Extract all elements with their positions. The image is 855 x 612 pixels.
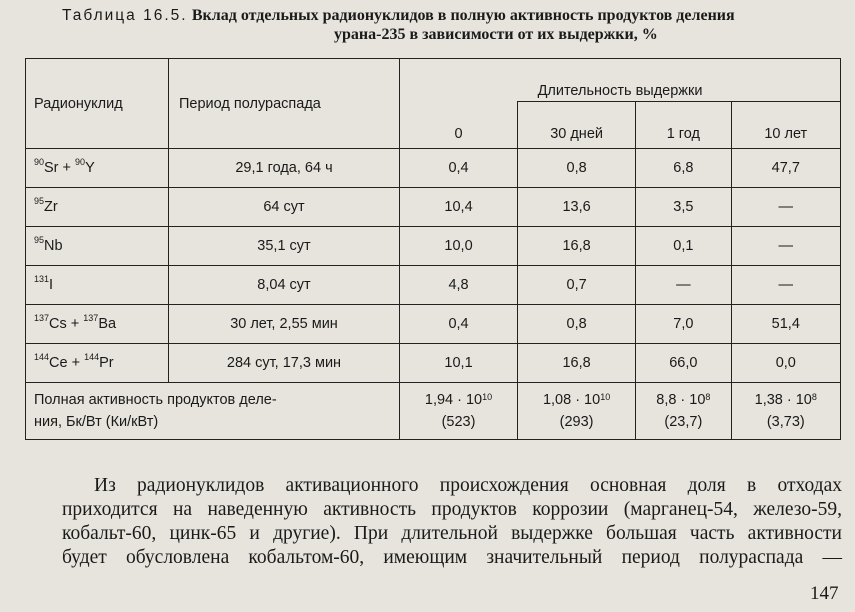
nuclide-cell — [26, 227, 169, 266]
total-value-exponent: 10 — [600, 392, 611, 402]
element-symbol: Ba — [98, 316, 117, 332]
value-cell: 0,1 — [636, 227, 731, 266]
total-value-cell — [518, 383, 636, 440]
mass-number: 137 — [83, 313, 99, 323]
value-cell: — — [731, 188, 840, 227]
total-value-exponent: 8 — [705, 392, 711, 402]
header-duration: Длительность выдержки — [400, 59, 841, 102]
element-symbol: I — [49, 277, 54, 293]
nuclide-cell — [26, 149, 169, 188]
nuclide-cell — [26, 266, 169, 305]
table-row — [26, 188, 841, 227]
header-nuclide: Радионуклид — [26, 59, 169, 149]
total-value-cell — [636, 383, 731, 440]
value-cell: 3,5 — [636, 188, 731, 227]
mass-number: 144 — [34, 352, 50, 362]
mass-number: 95 — [34, 196, 45, 206]
nuclide-plus: + — [58, 160, 76, 176]
nuclide-plus: + — [67, 355, 85, 371]
table-row — [26, 344, 841, 383]
total-value-cell — [400, 383, 518, 440]
table-caption — [62, 6, 842, 44]
value-cell: 0,4 — [400, 149, 518, 188]
element-symbol: Cs — [49, 316, 67, 332]
body-paragraph — [62, 474, 842, 570]
value-cell: 7,0 — [636, 305, 731, 344]
nuclide-cell — [26, 344, 169, 383]
value-cell: — — [731, 227, 840, 266]
total-value-exponent: 10 — [482, 392, 493, 402]
value-cell: 51,4 — [731, 305, 840, 344]
page-number: 147 — [810, 583, 839, 604]
value-cell: 13,6 — [518, 188, 636, 227]
total-value-base: 1,38 · 10 — [754, 392, 812, 408]
value-cell: 0,8 — [518, 305, 636, 344]
header-col-0: 0 — [400, 102, 518, 149]
element-symbol: Zr — [44, 199, 58, 215]
table-title-line1: Вклад отдельных радионуклидов в полную активность продуктов деления — [191, 7, 735, 24]
total-value-base: 1,94 · 10 — [424, 392, 483, 408]
table-title-line2: урана-235 в зависимости от их выдержки, % — [334, 26, 658, 43]
value-cell: 16,8 — [518, 344, 636, 383]
value-cell: 0,0 — [731, 344, 840, 383]
paragraph-line: приходится на наведенную активность продуктов коррозии (марганец-54, железо-59, — [62, 499, 842, 520]
value-cell: 6,8 — [636, 149, 731, 188]
half-life-cell: 64 сут — [169, 188, 400, 227]
element-symbol: Ce — [49, 355, 68, 371]
mass-number: 144 — [84, 352, 100, 362]
element-symbol: Y — [85, 160, 95, 176]
value-cell: 66,0 — [636, 344, 731, 383]
mass-number: 95 — [34, 235, 45, 245]
table-row — [26, 149, 841, 188]
table-row — [26, 305, 841, 344]
total-label-line1: Полная активность продуктов деле- — [34, 392, 277, 408]
total-value-cell — [731, 383, 840, 440]
total-value-base: 8,8 · 10 — [656, 392, 706, 408]
half-life-cell: 8,04 сут — [169, 266, 400, 305]
half-life-cell: 29,1 года, 64 ч — [169, 149, 400, 188]
value-cell: — — [731, 266, 840, 305]
header-col-1year: 1 год — [636, 102, 731, 149]
total-activity-label — [26, 383, 400, 440]
total-label-line2: ния, Бк/Вт (Ки/кВт) — [34, 414, 159, 430]
value-cell: 4,8 — [400, 266, 518, 305]
table-row — [26, 266, 841, 305]
nuclide-cell — [26, 188, 169, 227]
mass-number: 90 — [75, 157, 86, 167]
value-cell: 0,4 — [400, 305, 518, 344]
mass-number: 131 — [34, 274, 50, 284]
header-period: Период полураспада — [169, 59, 400, 149]
nuclide-plus: + — [66, 316, 84, 332]
total-value-ci: (23,7) — [664, 414, 703, 430]
mass-number: 90 — [34, 157, 45, 167]
value-cell: 16,8 — [518, 227, 636, 266]
total-value-ci: (293) — [559, 414, 594, 430]
mass-number: 137 — [34, 313, 50, 323]
total-activity-row — [26, 383, 841, 440]
value-cell: 0,7 — [518, 266, 636, 305]
paragraph-line: кобальт-60, цинк-65 и другие). При длительной выдержке большая часть активности — [62, 523, 842, 544]
paragraph-line: Из радионуклидов активационного происхождения основная доля в отходах — [94, 475, 842, 496]
value-cell: 47,7 — [731, 149, 840, 188]
value-cell: 10,0 — [400, 227, 518, 266]
paragraph-line: будет обусловлена кобальтом-60, имеющим значительный период полураспада — — [62, 547, 842, 568]
value-cell: 0,8 — [518, 149, 636, 188]
value-cell: 10,1 — [400, 344, 518, 383]
nuclide-activity-table — [25, 58, 841, 440]
table-row — [26, 227, 841, 266]
half-life-cell: 284 сут, 17,3 мин — [169, 344, 400, 383]
total-value-base: 1,08 · 10 — [542, 392, 601, 408]
element-symbol: Nb — [44, 238, 63, 254]
value-cell: — — [636, 266, 731, 305]
total-value-exponent: 8 — [811, 392, 817, 402]
value-cell: 10,4 — [400, 188, 518, 227]
element-symbol: Pr — [99, 355, 114, 371]
half-life-cell: 30 лет, 2,55 мин — [169, 305, 400, 344]
header-col-10years: 10 лет — [731, 102, 840, 149]
nuclide-cell — [26, 305, 169, 344]
header-col-30days: 30 дней — [518, 102, 636, 149]
table-label: Таблица 16.5. — [62, 7, 188, 24]
total-value-ci: (3,73) — [766, 414, 805, 430]
half-life-cell: 35,1 сут — [169, 227, 400, 266]
element-symbol: Sr — [44, 160, 59, 176]
total-value-ci: (523) — [441, 414, 476, 430]
